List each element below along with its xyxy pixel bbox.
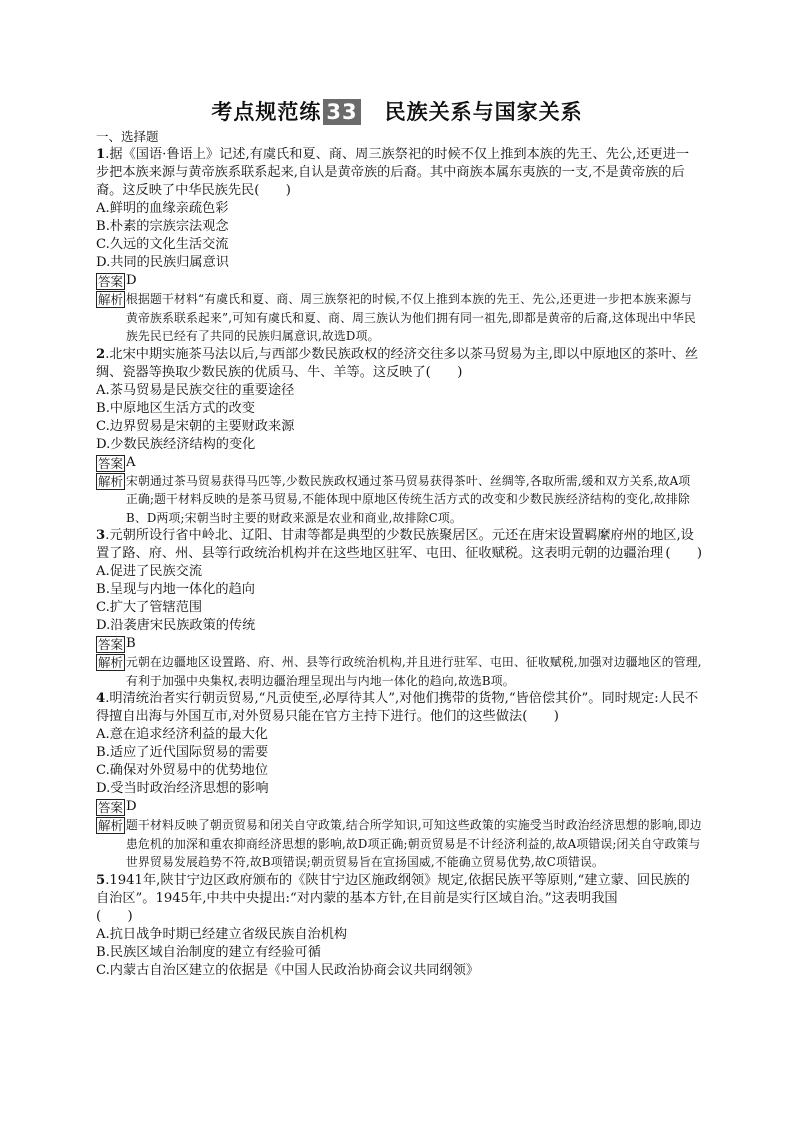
option: B.呈现与内地一体化的趋向 [96, 582, 255, 597]
answer-row [96, 798, 702, 816]
analysis-text: 根据题干材料“有虞氏和夏、商、周三族祭祀的时候,不仅上推到本族的先王、先公,还更进一步把本族来源与黄帝族系联系起来”,可知有虞氏和夏、商、周三族认为他们拥有同一祖先,即都是黄帝的后裔,这体现出中华民族先民已经有了共同的民族归属意识,故选D项。 [126, 292, 696, 343]
analysis-badge: 解析 [98, 818, 124, 833]
option: A.茶马贸易是民族交往的重要途径 [96, 382, 295, 398]
option: D.沿袭唐宋民族政策的传统 [96, 618, 256, 633]
question-3 [96, 527, 702, 690]
option: D.少数民族经济结构的变化 [96, 436, 256, 452]
answer-row [96, 454, 702, 472]
option: A.抗日战争时期已经建立省级民族自治机构 [96, 926, 348, 942]
analysis-text: 元朝在边疆地区设置路、府、州、县等行政统治机构,并且进行驻军、屯田、征收赋税,加强对边疆地区的管理,有利于加强中央集权,表明边疆治理呈现出与内地一体化的趋向,故选B项。 [126, 655, 702, 688]
analysis-badge: 解析 [98, 473, 124, 489]
option: A.意在追求经济利益的最大化 [96, 727, 268, 742]
question-stem: 3.元朝所设行省中岭北、辽阳、甘肃等都是典型的少数民族聚居区。元还在唐宋设置羁縻府州的地区,设置了路、府、州、县等行政统治机构并在这些地区驻军、屯田、征收赋税。这表明元朝的边疆治理 ( ) [96, 528, 702, 561]
answer-value: D [126, 799, 137, 814]
option: B.中原地区生活方式的改变 [96, 400, 255, 416]
analysis-row [96, 290, 702, 346]
option: D.受当时政治经济思想的影响 [96, 781, 269, 796]
question-stem: 5.1941年,陕甘宁边区政府颁布的《陕甘宁边区施政纲领》规定,依据民族平等原则,“建立蒙、回民族的自治区”。1945年,中共中央提出:“对内蒙的基本方针,在目前是实行区域自治。”这表明我国 [96, 872, 690, 906]
answer-badge: 答案 [98, 455, 124, 471]
option: A.促进了民族交流 [96, 564, 203, 579]
analysis-row [96, 816, 702, 872]
answer-row [96, 635, 702, 653]
answer-value: D [126, 273, 137, 288]
option: C.边界贸易是宋朝的主要财政来源 [96, 418, 295, 434]
answer-paren: ( ) [96, 908, 133, 924]
answer-badge: 答案 [98, 637, 124, 652]
content-area [96, 128, 702, 980]
exercise-number-badge: 33 [323, 99, 360, 125]
option: B.朴素的宗族宗法观念 [96, 219, 229, 234]
answer-badge: 答案 [98, 274, 124, 289]
option: D.共同的民族归属意识 [96, 255, 229, 270]
question-stem: 1.据《国语·鲁语上》记述,有虞氏和夏、商、周三族祭祀的时候不仅上推到本族的先王、先公,还更进一步把本族来源与黄帝族系联系起来,自认是黄帝族的后裔。其中商族本属东夷族的一支,不是黄帝族的后裔。这反映了中华民族先民( ) [96, 147, 690, 198]
answer-value: B [126, 636, 136, 651]
analysis-badge: 解析 [98, 292, 124, 307]
page-title [0, 96, 794, 126]
analysis-text: 题干材料反映了朝贡贸易和闭关自守政策,结合所学知识,可知这些政策的实施受当时政治经济思想的影响,即边患危机的加深和重农抑商经济思想的影响,故D项正确;朝贡贸易是不计经济利益的,故A项错误;闭关自守政策与世界贸易发展趋势不符,故B项错误;朝贡贸易旨在宣扬国威,不能确立贸易优势,故C项错误。 [126, 818, 702, 869]
analysis-row [96, 472, 702, 528]
answer-badge: 答案 [98, 800, 124, 815]
option: B.适应了近代国际贸易的需要 [96, 745, 269, 760]
section-heading: 一、选择题 [96, 129, 159, 144]
question-stem: 4.明清统治者实行朝贡贸易,“凡贡使至,必厚待其人”,对他们携带的货物,“皆倍偿其价”。同时规定:人民不得擅自出海与外国互市,对外贸易只能在官方主持下进行。他们的这些做法( ) [96, 691, 699, 724]
analysis-text: 宋朝通过茶马贸易获得马匹等,少数民族政权通过茶马贸易获得茶叶、丝绸等,各取所需,缓和双方关系,故A项正确;题干材料反映的是茶马贸易,不能体现中原地区传统生活方式的改变和少数民族经济结构的变化,故排除B、D两项;宋朝当时主要的财政来源是农业和商业,故排除C项。 [126, 473, 691, 525]
answer-row [96, 272, 702, 290]
title-right: 民族关系与国家关系 [384, 100, 583, 124]
option: C.久远的文化生活交流 [96, 237, 229, 252]
question-5 [96, 872, 702, 980]
option: A.鲜明的血缘亲疏色彩 [96, 201, 229, 216]
analysis-row [96, 653, 702, 690]
question-1 [96, 146, 702, 346]
option: B.民族区域自治制度的建立有经验可循 [96, 944, 321, 960]
question-4 [96, 690, 702, 872]
title-left: 考点规范练 [211, 100, 322, 124]
analysis-badge: 解析 [98, 655, 124, 670]
option: C.确保对外贸易中的优势地位 [96, 763, 269, 778]
answer-paren: ( ) [665, 546, 702, 561]
option: C.扩大了管辖范围 [96, 600, 203, 615]
option: C.内蒙古自治区建立的依据是《中国人民政治协商会议共同纲领》 [96, 962, 480, 978]
question-2 [96, 346, 702, 528]
answer-value: A [126, 454, 136, 470]
question-stem: 2.北宋中期实施茶马法以后,与西部少数民族政权的经济交往多以茶马贸易为主,即以中原地区的茶叶、丝绸、瓷器等换取少数民族的优质马、牛、羊等。这反映了( ) [96, 346, 699, 380]
